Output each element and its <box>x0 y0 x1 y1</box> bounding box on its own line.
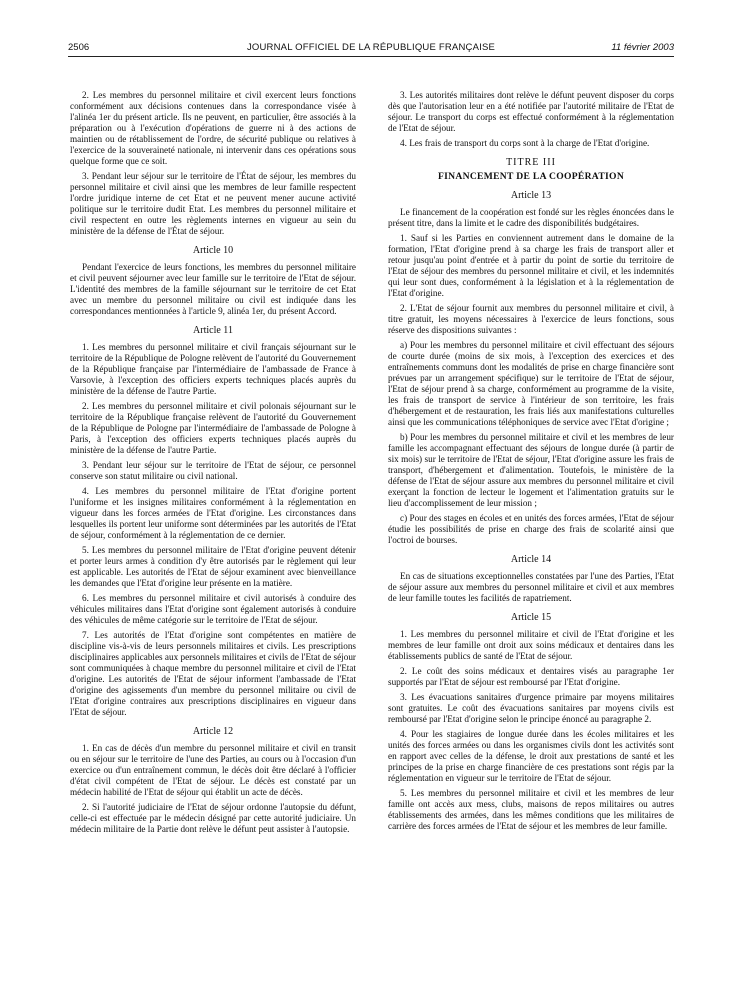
article-heading: Article 15 <box>510 612 552 623</box>
article-heading: Article 14 <box>510 554 552 565</box>
article-heading: Article 11 <box>193 325 233 336</box>
paragraph: 2. L'Etat de séjour fournit aux membres du personnel militaire et civil, à titre gratuit, les moyens nécessaires à l'exercice de leurs fonctions, sous réserve des dispositions suivantes : <box>388 303 674 335</box>
paragraph: c) Pour des stages en écoles et en unités des forces armées, l'Etat de séjour étudie les possibilités de prise en charge des frais de scolarité ainsi que l'octroi de bourses. <box>388 513 674 545</box>
paragraph: b) Pour les membres du personnel militaire et civil et les membres de leur famille les accompagnant effectuant des séjours de longue durée (à partir de six mois) sur le territoire de l'Etat de séjour, l'Etat d'origine assure les frais de transport, d'hébergement et d'alimentation. Toutefois, le ministère de la défense de l'Etat de séjour assure aux membres du personnel militaire et civil exerçant la fonction de lecteur le logement et l'alimentation gratuits sur le lieu d'accomplissement de leur mission ; <box>388 432 674 508</box>
title-subheading: FINANCEMENT DE LA COOPÉRATION <box>437 171 625 182</box>
article-heading: Article 10 <box>192 245 234 256</box>
paragraph: En cas de situations exceptionnelles constatées par l'une des Parties, l'Etat de séjour assure aux membres du personnel militaire et civil et aux membres de leur famille toutes les facilités de rapatriement. <box>388 571 674 603</box>
paragraph: 1. Sauf si les Parties en conviennent autrement dans le domaine de la formation, l'Etat d'origine prend à sa charge les frais de transport aller et retour jusqu'au point d'entrée et à partir du point de sortie du territoire de l'Etat de séjour des membres du personnel militaire et civil, et les indemnités qui leur sont dues, conformément à la législation et à la réglementation de l'Etat d'origine. <box>388 233 674 298</box>
paragraph: 7. Les autorités de l'Etat d'origine sont compétentes en matière de discipline vis-à-vis de leurs personnels militaires et civils. Les prescriptions disciplinaires applicables aux personnels militaires et civils de l'Etat de séjour sont communiquées à chaque membre du personnel militaire et civil de l'Etat d'origine. Les autorités de l'Etat de séjour informent l'ambassade de l'Etat d'origine des agissements d'un membre du personnel militaire ou civil de l'Etat d'origine contraires aux prescriptions disciplinaires en vigueur dans l'Etat de séjour. <box>70 630 356 717</box>
title-heading: TITRE III <box>506 157 556 168</box>
page-number: 2506 <box>68 42 90 53</box>
paragraph: 1. Les membres du personnel militaire et civil français séjournant sur le territoire de la République de Pologne relèvent de l'autorité du Gouvernement de la République française par l'intermédiaire de l'ambassade de France à Varsovie, à l'exception des officiers experts techniques placés auprès du ministère de la défense de l'autre Partie. <box>70 342 356 396</box>
paragraph: 2. Le coût des soins médicaux et dentaires visés au paragraphe 1er supportés par l'Etat de séjour est remboursé par l'Etat d'origine. <box>388 666 674 687</box>
paragraph: 3. Pendant leur séjour sur le territoire de l'État de séjour, les membres du personnel militaire et civil ainsi que les membres de leur famille respectent l'ordre juridique interne de cet Etat et ne peuvent mener aucune activité politique sur le territoire dudit Etat. Les membres du personnel militaire et civil respectent en outre les règlements internes en vigueur au sein du ministère de la défense de l'État de séjour. <box>70 171 356 236</box>
paragraph: 3. Les autorités militaires dont relève le défunt peuvent disposer du corps dès que l'autorisation leur en a été notifiée par l'autorité militaire de l'Etat de séjour. Le transport du corps est effectué conformément à la réglementation de l'Etat de séjour. <box>388 90 674 133</box>
paragraph: 5. Les membres du personnel militaire de l'Etat d'origine peuvent détenir et porter leurs armes à condition d'y être autorisés par le règlement qui leur est applicable. Les autorités de l'Etat de séjour examinent avec bienveillance les demandes que l'Etat d'origine leur présente en la matière. <box>70 545 356 588</box>
issue-date: 11 février 2003 <box>611 42 674 53</box>
paragraph: 6. Les membres du personnel militaire et civil autorisés à conduire des véhicules militaires dans l'Etat d'origine sont également autorisés à conduire des véhicules de même catégorie sur le territoire de l'Etat de séjour. <box>70 593 356 625</box>
article-heading: Article 13 <box>510 190 552 201</box>
right-column <box>388 90 674 836</box>
paragraph: 4. Pour les stagiaires de longue durée dans les écoles militaires et les unités des forces armées ou dans les organismes civils dont les activités sont en rapport avec celles de la défense, le droit aux prestations de santé et les principes de la prise en charge financière de ces prestations sont régis par la réglementation en vigueur sur le territoire de l'Etat de séjour. <box>388 729 674 783</box>
paragraph: 3. Les évacuations sanitaires d'urgence primaire par moyens militaires sont gratuites. Le coût des évacuations sanitaires par moyens civils est remboursé par l'Etat d'origine selon le principe énoncé au paragraphe 2. <box>388 692 674 724</box>
paragraph: Le financement de la coopération est fondé sur les règles énoncées dans le présent titre, dans la limite et le cadre des disponibilités budgétaires. <box>388 207 674 228</box>
journal-title: JOURNAL OFFICIEL DE LA RÉPUBLIQUE FRANÇAISE <box>246 42 496 53</box>
paragraph: a) Pour les membres du personnel militaire et civil effectuant des séjours de courte durée (moins de six mois, à l'exception des exercices et des entraînements communs dont les modalités de prise en charge financière sont prévues par un arrangement spécifique) sur le territoire de l'Etat de séjour, l'Etat de séjour prend à sa charge, conformément au programme de la visite, les frais de transport de service à l'intérieur de son territoire, les frais d'hébergement et de restauration, les frais liés aux manifestations culturelles ainsi que les communications téléphoniques de service avec l'Etat d'origine ; <box>388 340 674 427</box>
paragraph: 2. Les membres du personnel militaire et civil exercent leurs fonctions conformément aux décisions contenues dans la correspondance visée à l'alinéa 1er du présent article. Ils ne peuvent, en particulier, être associés à la préparation ou à l'exécution d'opérations de guerre ni à des actions de maintien ou de rétablissement de l'ordre, de sécurité publique ou relatives à l'exercice de la souveraineté nationale, ni intervenir dans ces opérations sous quelque forme que ce soit. <box>70 90 356 166</box>
paragraph: 2. Les membres du personnel militaire et civil polonais séjournant sur le territoire de la République française relèvent de l'autorité du Gouvernement de la République de Pologne par l'intermédiaire de l'ambassade de Pologne à Paris, à l'exception des officiers experts techniques placés auprès du ministère de la défense de l'autre Partie. <box>70 401 356 455</box>
page-header <box>68 40 674 57</box>
paragraph: 1. En cas de décès d'un membre du personnel militaire et civil en transit ou en séjour sur le territoire de l'une des Parties, au cours ou à l'occasion d'un exercice ou d'un entraînement commun, le décès doit être déclaré à l'officier d'état civil compétent de l'Etat de séjour. Le décès est constaté par un médecin habilité de l'Etat de séjour qui établit un acte de décès. <box>70 743 356 797</box>
article-heading: Article 12 <box>192 726 234 737</box>
paragraph: 1. Les membres du personnel militaire et civil de l'Etat d'origine et les membres de leur famille ont droit aux soins médicaux et dentaires dans les établissements publics de santé de l'Etat de séjour. <box>388 629 674 661</box>
left-column <box>70 90 356 839</box>
paragraph: Pendant l'exercice de leurs fonctions, les membres du personnel militaire et civil peuvent séjourner avec leur famille sur le territoire de l'Etat de séjour. L'identité des membres de la famille séjournant sur le territoire de cet Etat avec un membre du personnel militaire ou civil est indiquée dans les correspondances mentionnées à l'article 9, alinéa 1er, du présent Accord. <box>70 262 356 316</box>
paragraph: 3. Pendant leur séjour sur le territoire de l'Etat de séjour, ce personnel conserve son statut militaire ou civil national. <box>70 460 356 481</box>
paragraph: 2. Si l'autorité judiciaire de l'Etat de séjour ordonne l'autopsie du défunt, celle-ci est effectuée par le médecin désigné par cette autorité judiciaire. Un médecin militaire de la Partie dont relève le défunt peut assister à l'autopsie. <box>70 802 356 834</box>
paragraph: 4. Les membres du personnel militaire de l'Etat d'origine portent l'uniforme et les insignes militaires conformément à la réglementation en vigueur dans les forces armées de l'Etat d'origine. Les circonstances dans lesquelles ils portent leur uniforme sont déterminées par les autorités de l'Etat de séjour, conformément à la réglementation de ce dernier. <box>70 486 356 540</box>
paragraph: 5. Les membres du personnel militaire et civil et les membres de leur famille ont accès aux mess, clubs, maisons de repos militaires ou autres établissements des armées, dans les mêmes conditions que les militaires de carrière des forces armées de l'Etat de séjour et les membres de leur famille. <box>388 788 674 831</box>
paragraph: 4. Les frais de transport du corps sont à la charge de l'Etat d'origine. <box>400 138 650 148</box>
